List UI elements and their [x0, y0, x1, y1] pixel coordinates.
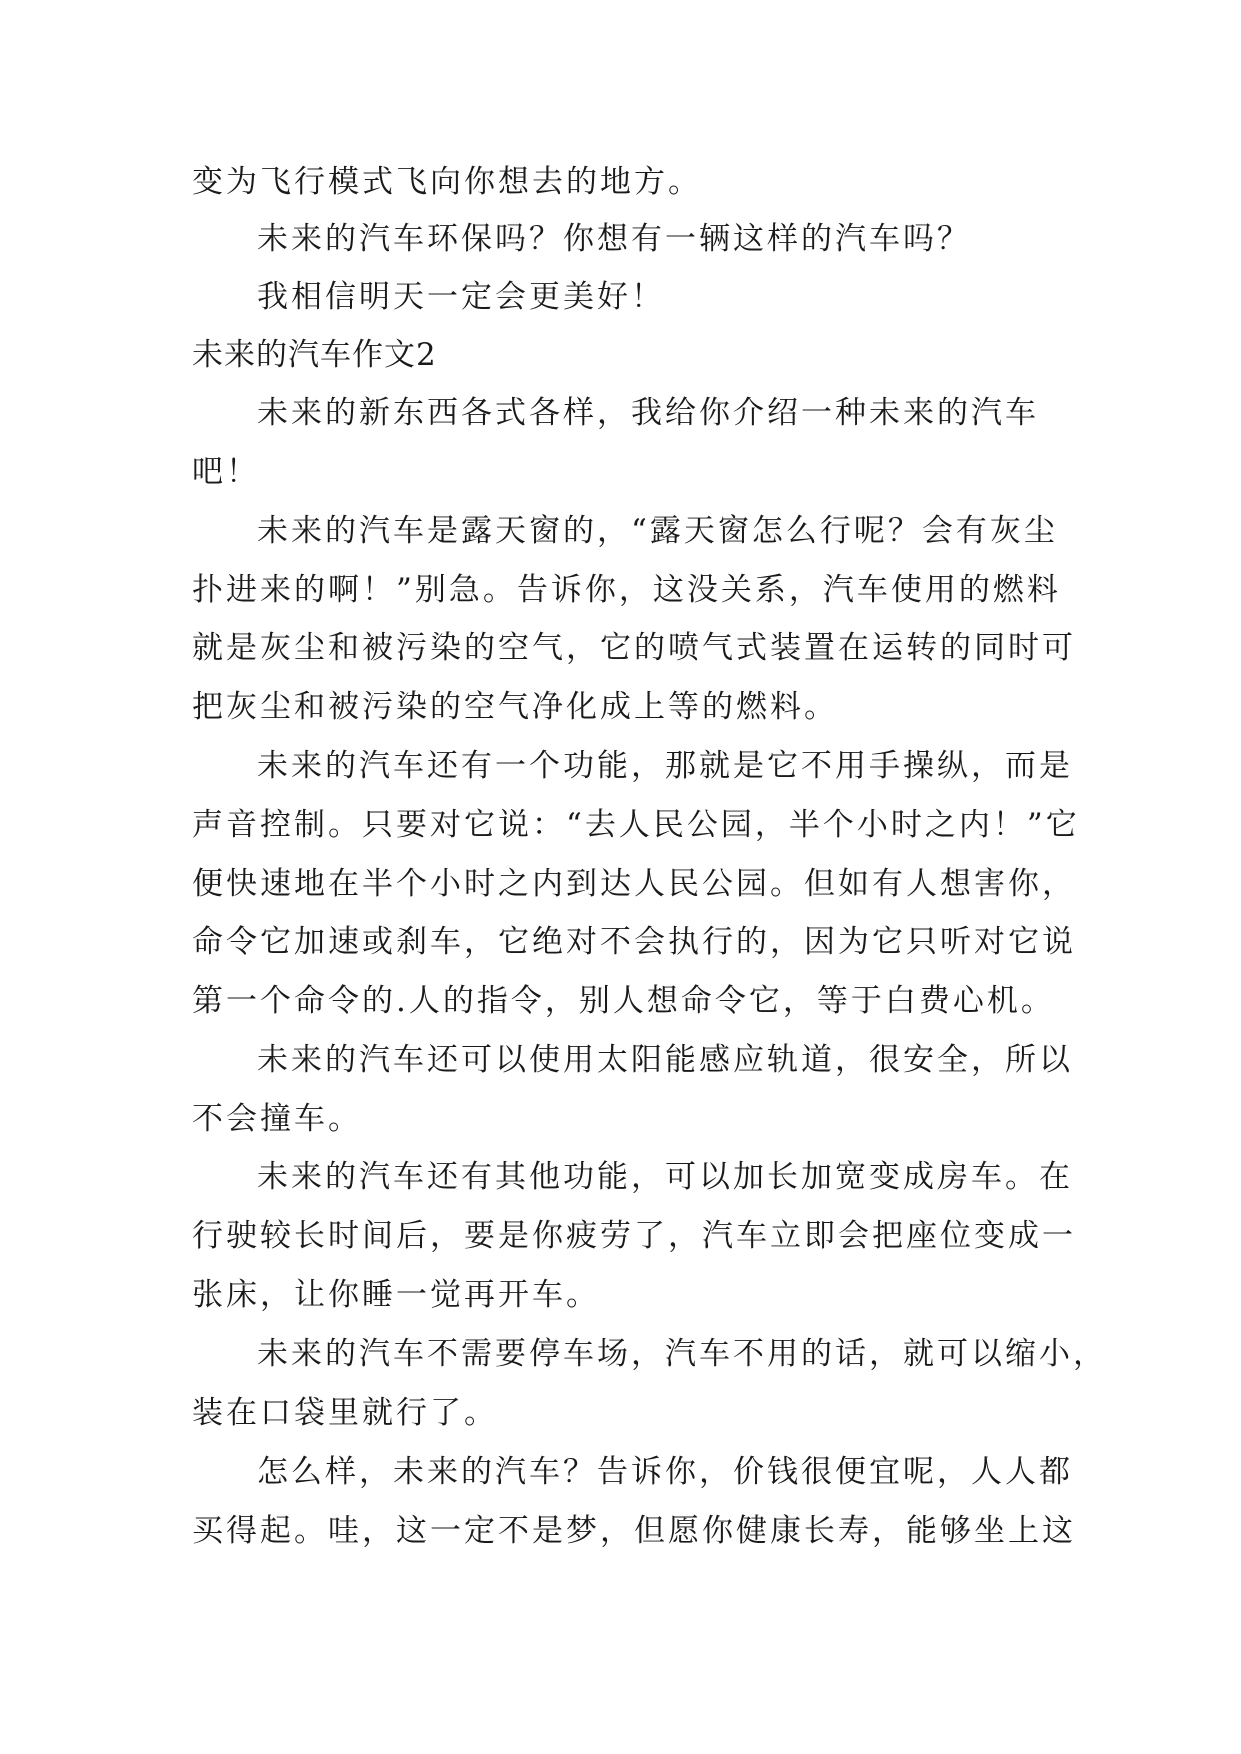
- paragraph-line: 我相信明天一定会更美好！: [257, 279, 665, 315]
- paragraph-line: 把灰尘和被污染的空气净化成上等的燃料。: [192, 689, 838, 725]
- paragraph-line: 未来的汽车不需要停车场，汽车不用的话，就可以缩小，: [257, 1336, 1107, 1372]
- paragraph-line: 张床，让你睡一觉再开车。: [192, 1277, 600, 1313]
- paragraph-line: 行驶较长时间后，要是你疲劳了，汽车立即会把座位变成一: [192, 1218, 1076, 1254]
- section-title: 未来的汽车作文2: [192, 337, 437, 373]
- paragraph-line: 未来的汽车是露天窗的，“露天窗怎么行呢？会有灰尘: [257, 513, 1058, 549]
- paragraph-line: 变为飞行模式飞向你想去的地方。: [192, 164, 702, 200]
- paragraph-line: 第一个命令的.人的指令，别人想命令它，等于白费心机。: [192, 983, 1055, 1019]
- paragraph-line: 未来的汽车环保吗？你想有一辆这样的汽车吗？: [257, 221, 971, 257]
- paragraph-line: 便快速地在半个小时之内到达人民公园。但如有人想害你，: [192, 866, 1076, 902]
- paragraph-line: 声音控制。只要对它说：“去人民公园，半个小时之内！”它: [192, 807, 1080, 843]
- paragraph-line: 未来的汽车还有其他功能，可以加长加宽变成房车。在: [257, 1159, 1073, 1195]
- paragraph-line: 扑进来的啊！”别急。告诉你，这没关系，汽车使用的燃料: [192, 572, 1061, 608]
- paragraph-line: 未来的新东西各式各样，我给你介绍一种未来的汽车: [257, 395, 1039, 431]
- paragraph-line: 命令它加速或刹车，它绝对不会执行的，因为它只听对它说: [192, 924, 1076, 960]
- paragraph-line: 未来的汽车还有一个功能，那就是它不用手操纵，而是: [257, 748, 1073, 784]
- paragraph-line: 不会撞车。: [192, 1101, 362, 1137]
- paragraph-line: 就是灰尘和被污染的空气，它的喷气式装置在运转的同时可: [192, 630, 1076, 666]
- paragraph-line: 吧！: [192, 454, 260, 490]
- paragraph-line: 买得起。哇，这一定不是梦，但愿你健康长寿，能够坐上这: [192, 1513, 1076, 1549]
- paragraph-line: 装在口袋里就行了。: [192, 1395, 498, 1431]
- paragraph-line: 未来的汽车还可以使用太阳能感应轨道，很安全，所以: [257, 1042, 1073, 1078]
- paragraph-line: 怎么样，未来的汽车？告诉你，价钱很便宜呢，人人都: [257, 1454, 1073, 1490]
